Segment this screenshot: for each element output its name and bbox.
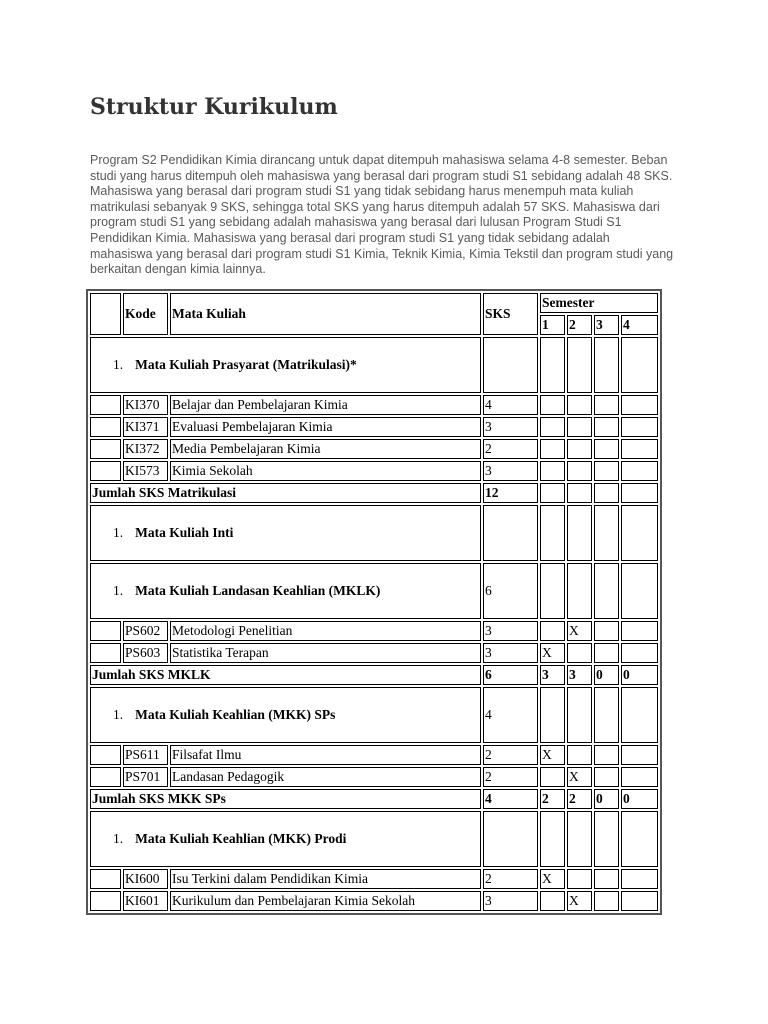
course-code: KI573 xyxy=(123,461,168,481)
course-row xyxy=(90,643,658,663)
course-sem-3 xyxy=(594,767,619,787)
course-sks: 3 xyxy=(483,461,538,481)
course-blank-cell xyxy=(90,439,121,459)
course-row xyxy=(90,767,658,787)
total-sem-3: 0 xyxy=(594,665,619,685)
course-name: Metodologi Penelitian xyxy=(170,621,481,641)
course-sem-1 xyxy=(540,417,565,437)
course-sem-4 xyxy=(621,745,658,765)
course-sks: 4 xyxy=(483,395,538,415)
course-sem-3 xyxy=(594,395,619,415)
course-blank-cell xyxy=(90,621,121,641)
total-sem-1: 3 xyxy=(540,665,565,685)
course-sks: 3 xyxy=(483,891,538,911)
section-cell xyxy=(594,687,619,743)
total-sem-2 xyxy=(567,483,592,503)
section-cell xyxy=(540,687,565,743)
course-sem-2 xyxy=(567,417,592,437)
header-mata-kuliah: Mata Kuliah xyxy=(170,293,481,335)
section-cell xyxy=(594,337,619,393)
section-cell xyxy=(621,811,658,867)
course-sks: 2 xyxy=(483,767,538,787)
section-sks: 6 xyxy=(483,563,538,619)
course-sks: 3 xyxy=(483,643,538,663)
section-cell xyxy=(594,563,619,619)
course-sem-2 xyxy=(567,745,592,765)
course-sks: 3 xyxy=(483,417,538,437)
course-code: PS701 xyxy=(123,767,168,787)
section-title xyxy=(90,687,481,743)
course-sem-3 xyxy=(594,439,619,459)
table-header-row xyxy=(90,293,658,313)
course-sks: 2 xyxy=(483,869,538,889)
course-sem-3 xyxy=(594,891,619,911)
total-sem-4 xyxy=(621,483,658,503)
course-row xyxy=(90,869,658,889)
course-sem-3 xyxy=(594,621,619,641)
section-number: 1. xyxy=(113,831,124,846)
course-sem-3 xyxy=(594,745,619,765)
course-code: KI601 xyxy=(123,891,168,911)
section-cell xyxy=(540,563,565,619)
course-sem-2 xyxy=(567,643,592,663)
section-cell xyxy=(594,505,619,561)
total-sem-3 xyxy=(594,483,619,503)
page-title: Struktur Kurikulum xyxy=(90,94,338,120)
intro-paragraph: Program S2 Pendidikan Kimia dirancang untuk dapat ditempuh mahasiswa selama 4-8 semester. Beban studi yang harus ditempuh oleh mahasiswa yang berasal dari program studi S1 sebidang adalah 48 SKS. Mahasiswa yang berasal dari program studi S1 yang tidak sebidang harus menempuh mata kuliah matrikulasi sebanyak 9 SKS, sehingga total SKS yang harus ditempuh adalah 57 SKS. Mahasiswa dari program studi S1 yang sebidang adalah mahasiswa yang berasal dari lulusan Program Studi S1 Pendidikan Kimia. Mahasiswa yang berasal dari program studi S1 yang tidak sebidang adalah mahasiswa yang berasal dari program studi S1 Kimia, Teknik Kimia, Kimia Tekstil dan program studi yang berkaitan dengan kimia lainnya. xyxy=(90,153,674,277)
course-sem-3 xyxy=(594,643,619,663)
section-number: 1. xyxy=(113,357,124,372)
course-sem-4 xyxy=(621,439,658,459)
course-sem-4 xyxy=(621,461,658,481)
course-code: PS611 xyxy=(123,745,168,765)
course-sks: 3 xyxy=(483,621,538,641)
section-cell xyxy=(621,563,658,619)
course-sem-1 xyxy=(540,767,565,787)
total-sks: 12 xyxy=(483,483,538,503)
course-name: Statistika Terapan xyxy=(170,643,481,663)
total-label: Jumlah SKS MKK SPs xyxy=(90,789,481,809)
section-number: 1. xyxy=(113,583,124,598)
curriculum-table xyxy=(86,289,662,915)
header-semester-2: 2 xyxy=(567,315,592,335)
course-sks: 2 xyxy=(483,439,538,459)
course-sem-1 xyxy=(540,439,565,459)
section-sks xyxy=(483,505,538,561)
section-cell xyxy=(540,811,565,867)
total-label: Jumlah SKS MKLK xyxy=(90,665,481,685)
section-cell xyxy=(540,337,565,393)
section-cell xyxy=(540,505,565,561)
section-cell xyxy=(567,337,592,393)
course-code: PS602 xyxy=(123,621,168,641)
total-label: Jumlah SKS Matrikulasi xyxy=(90,483,481,503)
course-sem-1 xyxy=(540,621,565,641)
course-sem-4 xyxy=(621,869,658,889)
course-sem-1: X xyxy=(540,869,565,889)
course-sem-4 xyxy=(621,621,658,641)
section-title xyxy=(90,337,481,393)
course-sem-4 xyxy=(621,891,658,911)
course-sem-4 xyxy=(621,417,658,437)
section-cell xyxy=(621,687,658,743)
course-blank-cell xyxy=(90,767,121,787)
section-number: 1. xyxy=(113,707,124,722)
course-sem-3 xyxy=(594,869,619,889)
section-sks: 4 xyxy=(483,687,538,743)
course-code: KI371 xyxy=(123,417,168,437)
total-sks: 4 xyxy=(483,789,538,809)
section-row xyxy=(90,563,658,619)
course-code: KI370 xyxy=(123,395,168,415)
header-semester-3: 3 xyxy=(594,315,619,335)
total-sem-2: 2 xyxy=(567,789,592,809)
course-code: PS603 xyxy=(123,643,168,663)
course-row xyxy=(90,891,658,911)
course-sem-2: X xyxy=(567,891,592,911)
section-cell xyxy=(621,505,658,561)
total-row xyxy=(90,483,658,503)
course-row xyxy=(90,439,658,459)
total-sem-1 xyxy=(540,483,565,503)
course-sem-1: X xyxy=(540,643,565,663)
course-sem-1 xyxy=(540,891,565,911)
total-sem-2: 3 xyxy=(567,665,592,685)
course-row xyxy=(90,395,658,415)
course-blank-cell xyxy=(90,643,121,663)
course-sem-3 xyxy=(594,461,619,481)
course-sem-1 xyxy=(540,461,565,481)
section-label: Mata Kuliah Keahlian (MKK) SPs xyxy=(135,707,336,722)
header-semester: Semester xyxy=(540,293,658,313)
course-sem-4 xyxy=(621,643,658,663)
section-label: Mata Kuliah Inti xyxy=(135,525,234,540)
header-semester-1: 1 xyxy=(540,315,565,335)
header-kode: Kode xyxy=(123,293,168,335)
course-blank-cell xyxy=(90,891,121,911)
course-sem-4 xyxy=(621,767,658,787)
section-row xyxy=(90,337,658,393)
section-cell xyxy=(621,337,658,393)
course-row xyxy=(90,621,658,641)
course-row xyxy=(90,745,658,765)
total-sem-4: 0 xyxy=(621,789,658,809)
section-label: Mata Kuliah Landasan Keahlian (MKLK) xyxy=(135,583,381,598)
total-sem-4: 0 xyxy=(621,665,658,685)
total-row xyxy=(90,665,658,685)
section-row xyxy=(90,687,658,743)
section-row xyxy=(90,811,658,867)
course-name: Kimia Sekolah xyxy=(170,461,481,481)
section-cell xyxy=(567,563,592,619)
course-blank-cell xyxy=(90,395,121,415)
total-row xyxy=(90,789,658,809)
section-title xyxy=(90,811,481,867)
total-sem-1: 2 xyxy=(540,789,565,809)
course-sem-1: X xyxy=(540,745,565,765)
section-cell xyxy=(567,687,592,743)
course-name: Landasan Pedagogik xyxy=(170,767,481,787)
section-cell xyxy=(567,505,592,561)
course-blank-cell xyxy=(90,869,121,889)
course-name: Evaluasi Pembelajaran Kimia xyxy=(170,417,481,437)
course-sem-2 xyxy=(567,395,592,415)
header-blank-cell xyxy=(90,293,121,335)
section-sks xyxy=(483,811,538,867)
section-row xyxy=(90,505,658,561)
course-sem-3 xyxy=(594,417,619,437)
header-sks: SKS xyxy=(483,293,538,335)
course-sem-2 xyxy=(567,461,592,481)
section-sks xyxy=(483,337,538,393)
course-blank-cell xyxy=(90,745,121,765)
course-name: Kurikulum dan Pembelajaran Kimia Sekolah xyxy=(170,891,481,911)
course-sem-1 xyxy=(540,395,565,415)
section-cell xyxy=(594,811,619,867)
section-title xyxy=(90,563,481,619)
course-sks: 2 xyxy=(483,745,538,765)
section-label: Mata Kuliah Keahlian (MKK) Prodi xyxy=(135,831,347,846)
section-label: Mata Kuliah Prasyarat (Matrikulasi)* xyxy=(135,357,357,372)
course-name: Media Pembelajaran Kimia xyxy=(170,439,481,459)
course-row xyxy=(90,461,658,481)
section-cell xyxy=(567,811,592,867)
course-blank-cell xyxy=(90,417,121,437)
course-sem-2: X xyxy=(567,621,592,641)
total-sks: 6 xyxy=(483,665,538,685)
course-code: KI372 xyxy=(123,439,168,459)
total-sem-3: 0 xyxy=(594,789,619,809)
course-sem-2 xyxy=(567,869,592,889)
course-sem-4 xyxy=(621,395,658,415)
course-sem-2 xyxy=(567,439,592,459)
course-sem-2: X xyxy=(567,767,592,787)
course-blank-cell xyxy=(90,461,121,481)
header-semester-4: 4 xyxy=(621,315,658,335)
course-name: Belajar dan Pembelajaran Kimia xyxy=(170,395,481,415)
course-name: Filsafat Ilmu xyxy=(170,745,481,765)
course-row xyxy=(90,417,658,437)
section-number: 1. xyxy=(113,525,124,540)
course-name: Isu Terkini dalam Pendidikan Kimia xyxy=(170,869,481,889)
course-code: KI600 xyxy=(123,869,168,889)
section-title xyxy=(90,505,481,561)
